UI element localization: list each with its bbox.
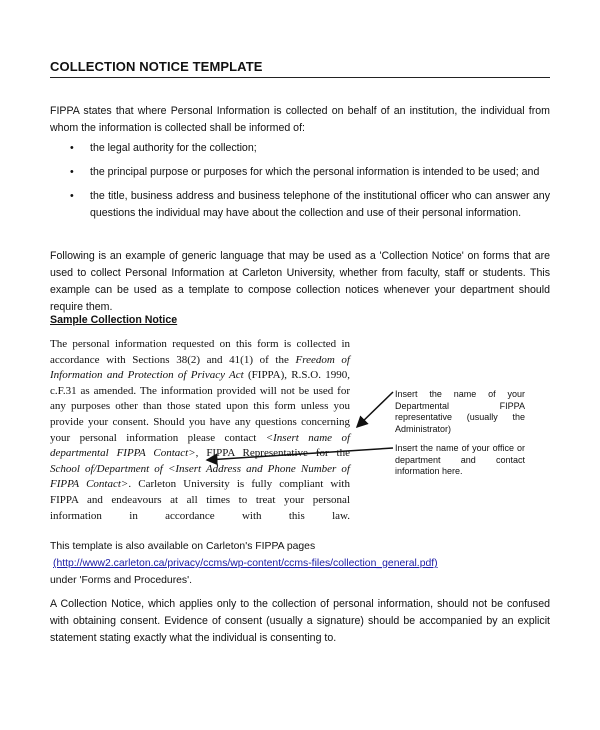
final-paragraph: A Collection Notice, which applies only to the collection of personal information, should not be confused with obtaining consent. Evidence of consent (usually a signature) should be accompanied by an explicit statement stating exactly what the individual is consenting to.: [50, 598, 550, 644]
page-title: COLLECTION NOTICE TEMPLATE: [50, 59, 263, 74]
department-placeholder: School of/Department of <Insert Address and Phone Number of FIPPA Contact>: [50, 462, 350, 491]
arrow-icon: [207, 448, 393, 460]
act-name: Freedom of Information and Protection of Privacy Act: [50, 353, 350, 382]
sample-heading: Sample Collection Notice: [50, 314, 178, 326]
availability-text: This template is also available on Carleton's FIPPA pages: [50, 541, 316, 552]
notice-text: , FIPPA Representative for the: [195, 447, 350, 460]
arrow-icon: [357, 392, 393, 427]
collection-pdf-link[interactable]: (http://www2.carleton.ca/privacy/ccms/wp-content/ccms-files/collection_general.pdf): [53, 558, 438, 569]
notice-text: The personal information requested on this form is collected in accordance with Sections 38(2) and 41(1) of the: [50, 338, 350, 366]
availability-paragraph: [50, 538, 550, 589]
notice-text: . Carleton University is fully compliant with FIPPA and endeavours at all times to treat your personal information in accordance with this law.: [50, 478, 350, 522]
availability-text: under 'Forms and Procedures'.: [50, 575, 192, 586]
list-item: • the title, business address and business telephone of the institutional officer who can answer any questions the individual may have about the collection and use of their personal information.: [50, 188, 550, 222]
list-item: • the principal purpose or purposes for which the personal information is intended to be used; and: [50, 164, 550, 181]
annotation-note: Insert the name of your office or department and contact information here.: [395, 443, 525, 476]
following-paragraph: Following is an example of generic language that may be used as a 'Collection Notice' on forms that are used to collect Personal Information at Carleton University, whether from faculty, staff or students. This example can be used as a template to compose collection notices whenever your department should require them.: [50, 250, 550, 313]
list-item: • the legal authority for the collection;: [50, 140, 550, 157]
contact-placeholder: <Insert name of departmental FIPPA Contact>: [50, 431, 351, 460]
intro-paragraph: FIPPA states that where Personal Information is collected on behalf of an institution, the individual from whom the information is collected shall be informed of:: [50, 105, 550, 134]
notice-text: (FIPPA), R.S.O. 1990, c.F.31 as amended. The information provided will not be used for any purposes other than those stated upon this form unless you provide your consent. Should you have any questions concerning your personal information please contact: [50, 369, 350, 444]
annotation-note: Insert the name of your Departmental FIPPA representative (usually the Administrator): [395, 389, 525, 434]
